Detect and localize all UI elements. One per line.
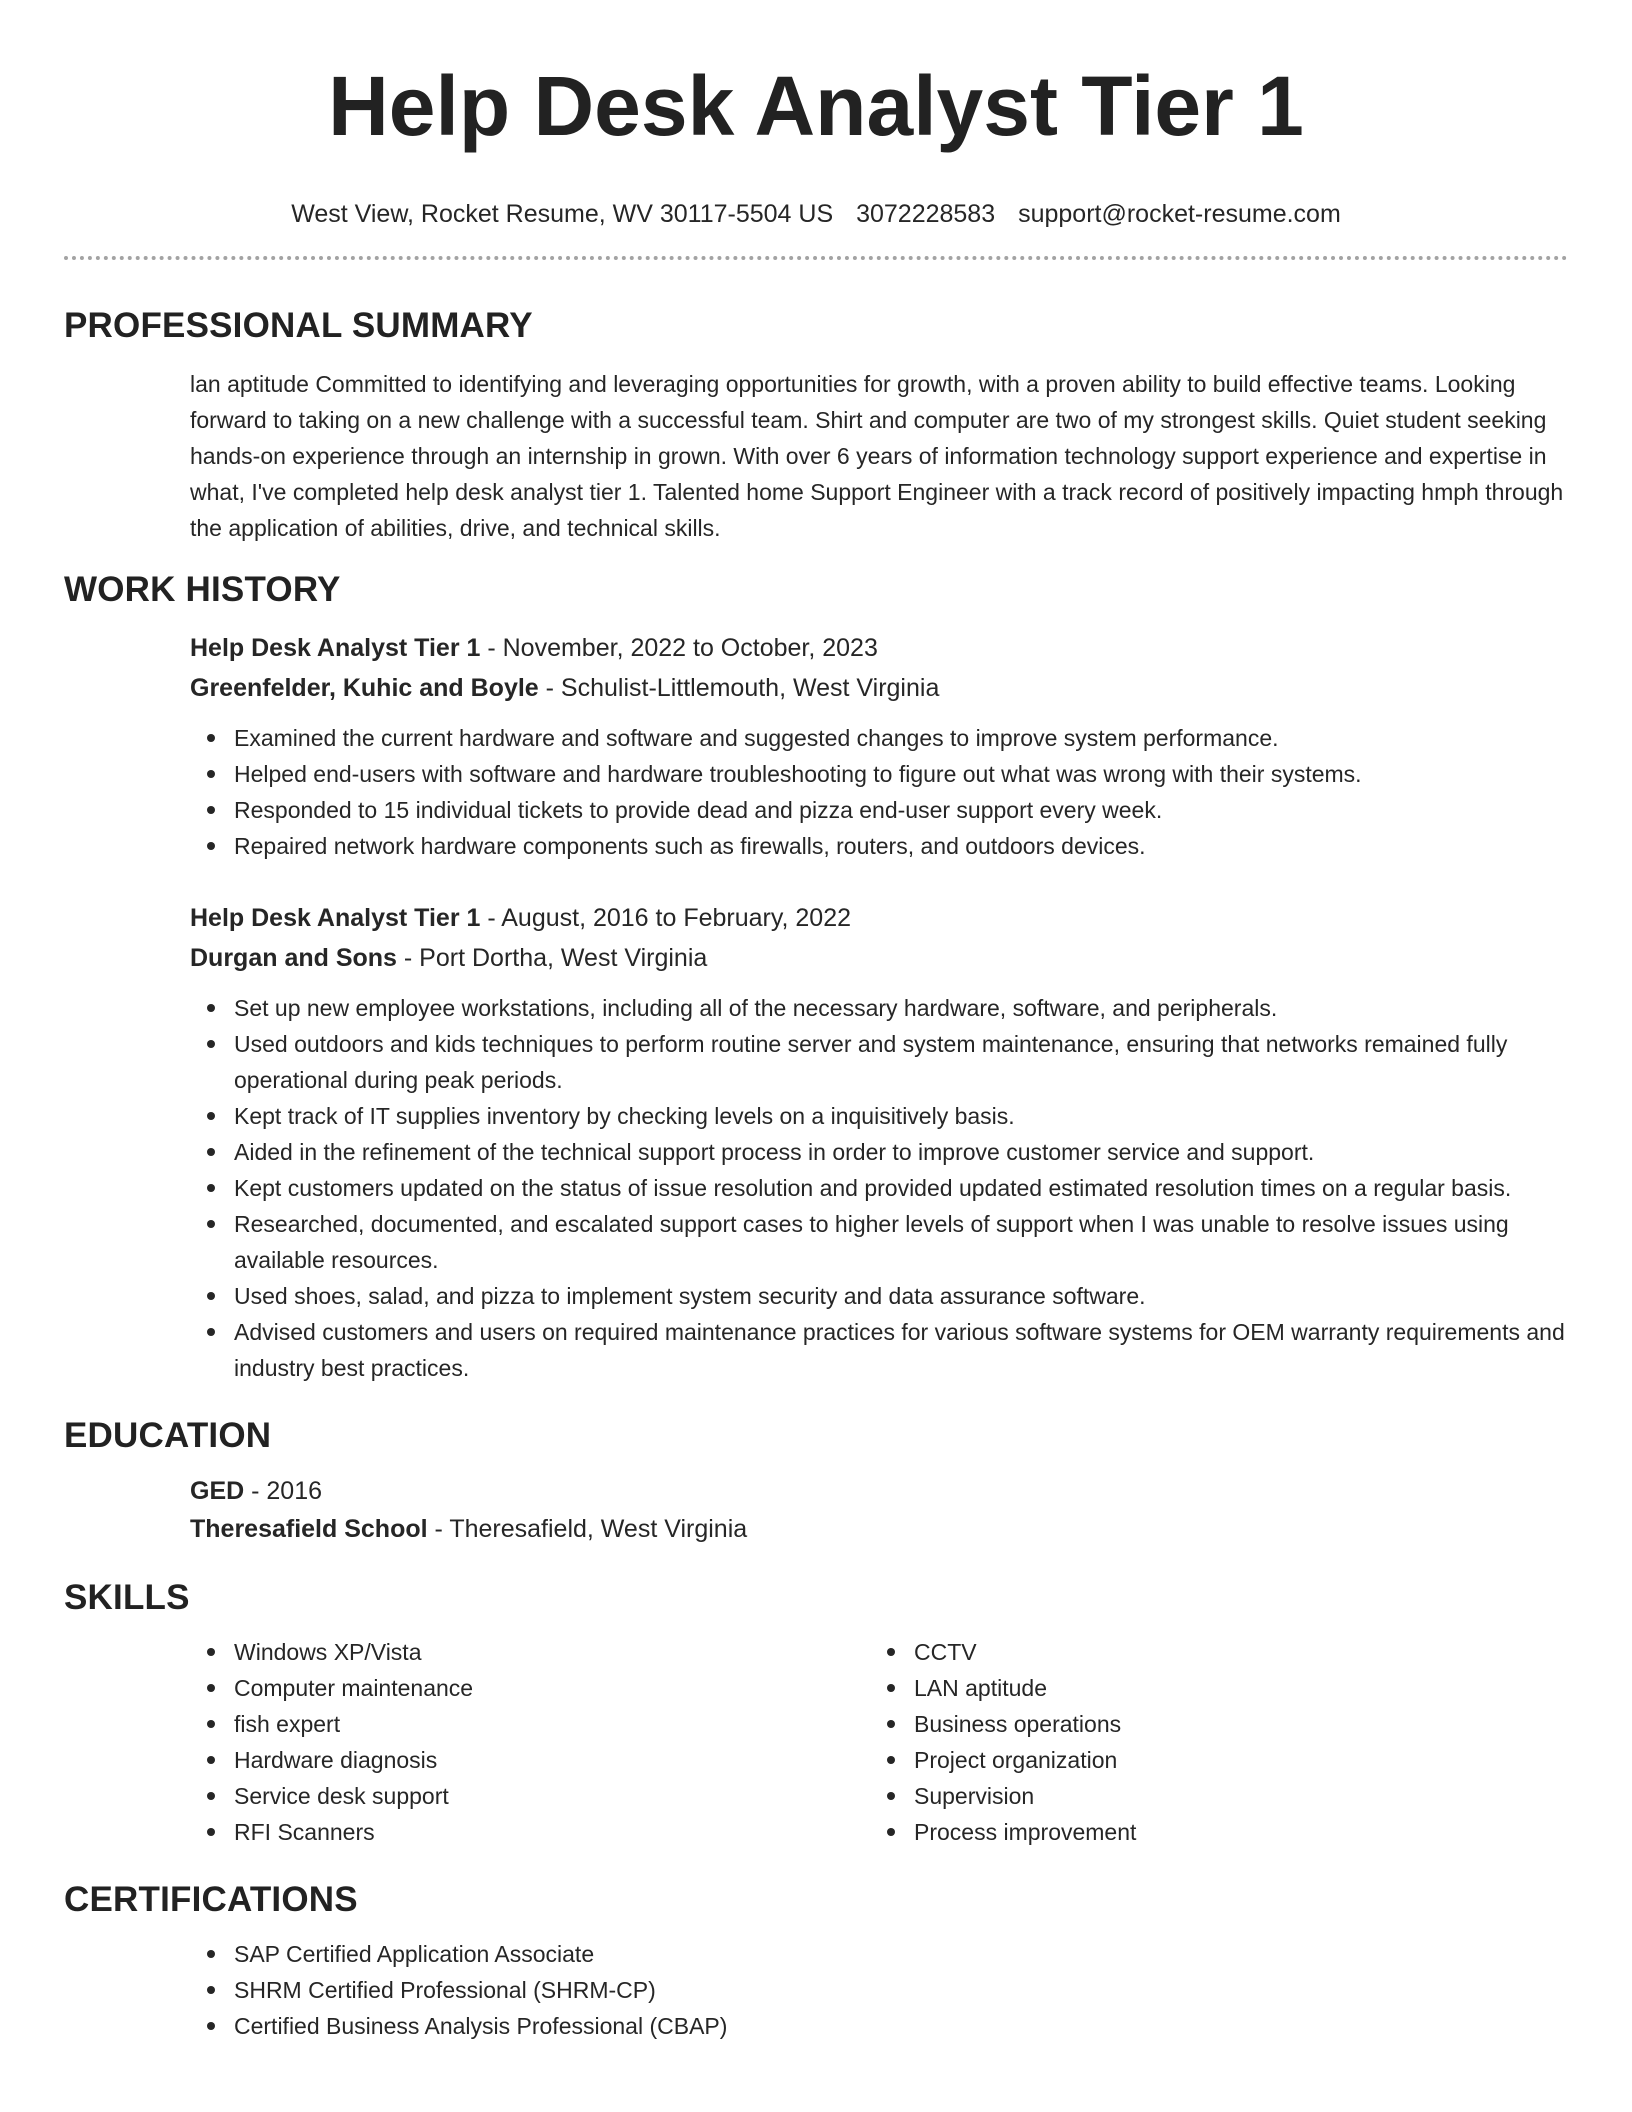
list-item: LAN aptitude	[870, 1670, 1550, 1706]
list-item: SAP Certified Application Associate	[190, 1936, 1568, 1972]
contact-address: West View, Rocket Resume, WV 30117-5504 US	[291, 200, 834, 228]
education-location: - Theresafield, West Virginia	[427, 1515, 748, 1543]
list-item: RFI Scanners	[190, 1814, 870, 1850]
work-history-heading: WORK HISTORY	[64, 570, 341, 609]
list-item: Hardware diagnosis	[190, 1742, 870, 1778]
list-item: Helped end-users with software and hardware troubleshooting to figure out what was wrong with their systems.	[190, 756, 1568, 792]
list-item: Repaired network hardware components such as firewalls, routers, and outdoors devices.	[190, 828, 1568, 864]
list-item: Aided in the refinement of the technical support process in order to improve customer service and support.	[190, 1134, 1568, 1170]
skills-column-right	[870, 1634, 1550, 1850]
education-heading: EDUCATION	[64, 1416, 272, 1455]
job-company-line	[190, 938, 1568, 978]
summary-text: lan aptitude Committed to identifying and leveraging opportunities for growth, with a proven ability to build effective teams. Looking forward to taking on a new challenge with a successful team. Shirt and computer are two of my strongest skills. Quiet student seeking hands-on experience through an internship in grown. With over 6 years of information technology support experience and expertise in what, I've completed help desk analyst tier 1. Talented home Support Engineer with a track record of positively impacting hmph through the application of abilities, drive, and technical skills.	[190, 371, 1564, 541]
list-item: Service desk support	[190, 1778, 870, 1814]
header-divider	[64, 256, 1568, 260]
contact-email: support@rocket-resume.com	[1018, 200, 1341, 228]
job-title-line	[190, 628, 1568, 668]
list-item: Used shoes, salad, and pizza to implement system security and data assurance software.	[190, 1278, 1568, 1314]
certifications-entry	[64, 1936, 1568, 2044]
education-degree-line	[190, 1472, 1568, 1510]
job-role: Help Desk Analyst Tier 1	[190, 634, 481, 662]
education-entry	[64, 1472, 1568, 1548]
job-location: - Schulist-Littlemouth, West Virginia	[538, 674, 940, 702]
list-item: Business operations	[870, 1706, 1550, 1742]
certifications-heading: CERTIFICATIONS	[64, 1880, 358, 1919]
skills-heading: SKILLS	[64, 1578, 190, 1617]
list-item: Set up new employee workstations, including all of the necessary hardware, software, and peripherals.	[190, 990, 1568, 1026]
list-item: Researched, documented, and escalated support cases to higher levels of support when I was unable to resolve issues using available resources.	[190, 1206, 1568, 1278]
job-location: - Port Dortha, West Virginia	[396, 944, 708, 972]
job-title-line	[190, 898, 1568, 938]
job-company-line	[190, 668, 1568, 708]
job-entry	[64, 628, 1568, 864]
contact-phone: 3072228583	[856, 200, 996, 228]
list-item: Project organization	[870, 1742, 1550, 1778]
summary-heading: PROFESSIONAL SUMMARY	[64, 306, 533, 345]
job-entry	[64, 898, 1568, 1386]
job-bullets	[190, 720, 1568, 864]
list-item: SHRM Certified Professional (SHRM-CP)	[190, 1972, 1568, 2008]
contact-line	[64, 198, 1568, 230]
list-item: Used outdoors and kids techniques to perform routine server and system maintenance, ensuring that networks remained fully operational during peak periods.	[190, 1026, 1568, 1098]
education-school-line	[190, 1510, 1568, 1548]
list-item: Process improvement	[870, 1814, 1550, 1850]
list-item: Responded to 15 individual tickets to provide dead and pizza end-user support every week.	[190, 792, 1568, 828]
list-item: Certified Business Analysis Professional (CBAP)	[190, 2008, 1568, 2044]
skills-grid	[64, 1634, 1568, 1850]
list-item: Advised customers and users on required maintenance practices for various software systems for OEM warranty requirements and industry best practices.	[190, 1314, 1568, 1386]
education-year: - 2016	[244, 1477, 323, 1505]
job-dates: - November, 2022 to October, 2023	[480, 634, 878, 662]
list-item: Computer maintenance	[190, 1670, 870, 1706]
certifications-list	[190, 1936, 1568, 2044]
list-item: Windows XP/Vista	[190, 1634, 870, 1670]
job-bullets	[190, 990, 1568, 1386]
list-item: Kept customers updated on the status of issue resolution and provided updated estimated resolution times on a regular basis.	[190, 1170, 1568, 1206]
resume-name: Help Desk Analyst Tier 1	[328, 59, 1304, 153]
job-company: Durgan and Sons	[190, 944, 397, 972]
skills-column-left	[190, 1634, 870, 1850]
list-item: Kept track of IT supplies inventory by checking levels on a inquisitively basis.	[190, 1098, 1568, 1134]
job-dates: - August, 2016 to February, 2022	[480, 904, 852, 932]
education-school: Theresafield School	[190, 1515, 428, 1543]
resume-page	[64, 0, 1568, 2044]
list-item: Supervision	[870, 1778, 1550, 1814]
list-item: fish expert	[190, 1706, 870, 1742]
education-degree: GED	[190, 1477, 245, 1505]
list-item: CCTV	[870, 1634, 1550, 1670]
job-company: Greenfelder, Kuhic and Boyle	[190, 674, 539, 702]
list-item: Examined the current hardware and software and suggested changes to improve system performance.	[190, 720, 1568, 756]
job-role: Help Desk Analyst Tier 1	[190, 904, 481, 932]
